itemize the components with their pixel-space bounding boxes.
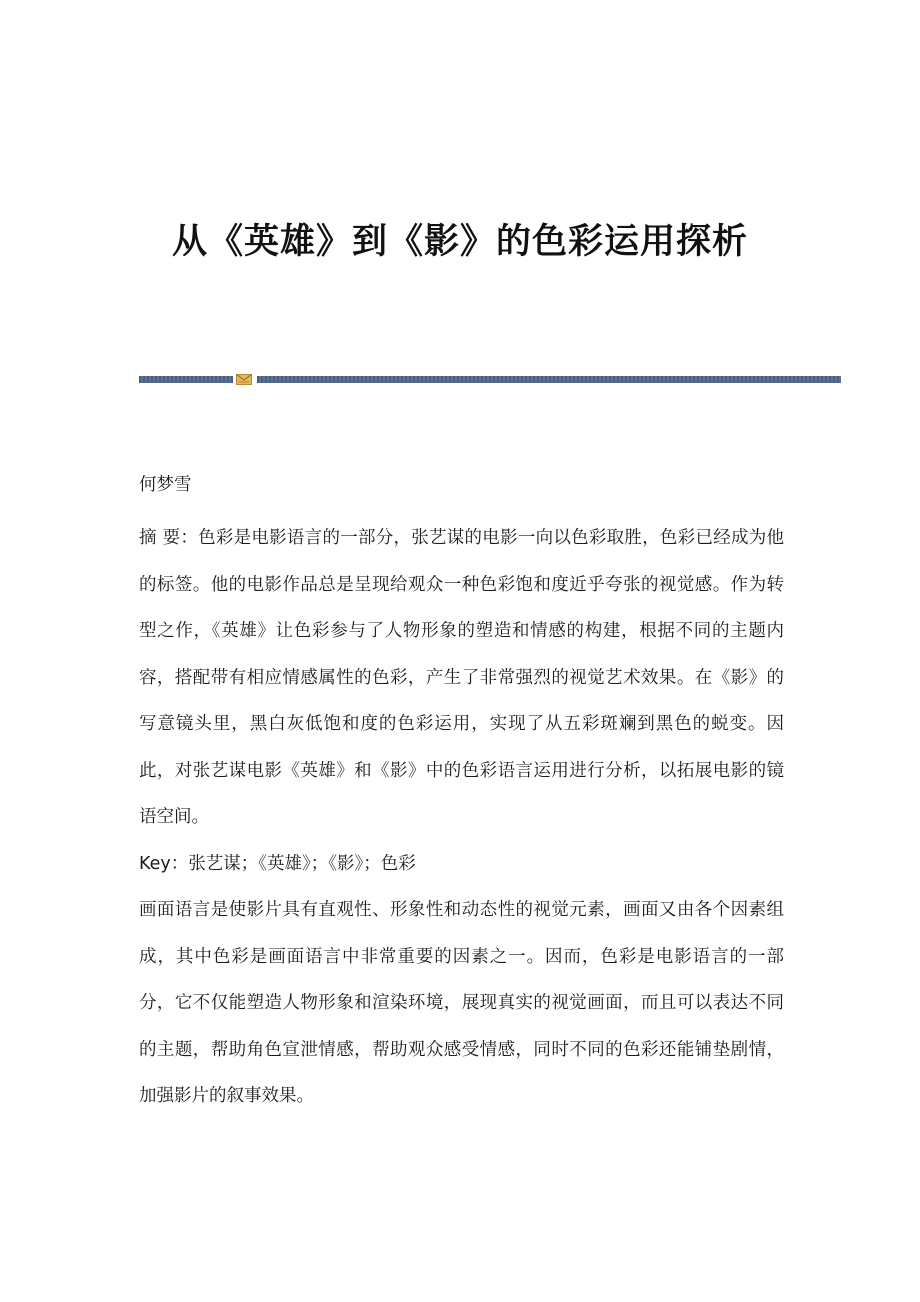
divider-bar-right <box>257 376 841 383</box>
title-divider <box>139 374 841 385</box>
document-title: 从《英雄》到《影》的色彩运用探析 <box>171 221 748 262</box>
abstract-paragraph: 摘 要：色彩是电影语言的一部分，张艺谋的电影一向以色彩取胜，色彩已经成为他的标签。他的电影作品总是呈现给观众一种色彩饱和度近乎夸张的视觉感。作为转型之作，《英雄》让色彩参与了人物形象的塑造和情感的构建，根据不同的主题内容，搭配带有相应情感属性的色彩，产生了非常强烈的视觉艺术效果。在《影》的写意镜头里，黑白灰低饱和度的色彩运用，实现了从五彩斑斓到黑色的蜕变。因此，对张艺谋电影《英雄》和《影》中的色彩语言运用进行分析，以拓展电影的镜语空间。 <box>139 528 784 827</box>
body-paragraph: 画面语言是使影片具有直观性、形象性和动态性的视觉元素，画面又由各个因素组成，其中色彩是画面语言中非常重要的因素之一。因而，色彩是电影语言的一部分，它不仅能塑造人物形象和渲染环境，展现真实的视觉画面，而且可以表达不同的主题，帮助角色宣泄情感，帮助观众感受情感，同时不同的色彩还能铺垫剧情，加强影片的叙事效果。 <box>139 900 784 1106</box>
document-body <box>139 468 784 1120</box>
divider-bar-left <box>139 376 233 383</box>
envelope-icon <box>236 374 252 385</box>
keywords-line: Key：张艺谋；《英雄》；《影》；色彩 <box>139 853 416 874</box>
author-name: 何梦雪 <box>139 475 192 495</box>
